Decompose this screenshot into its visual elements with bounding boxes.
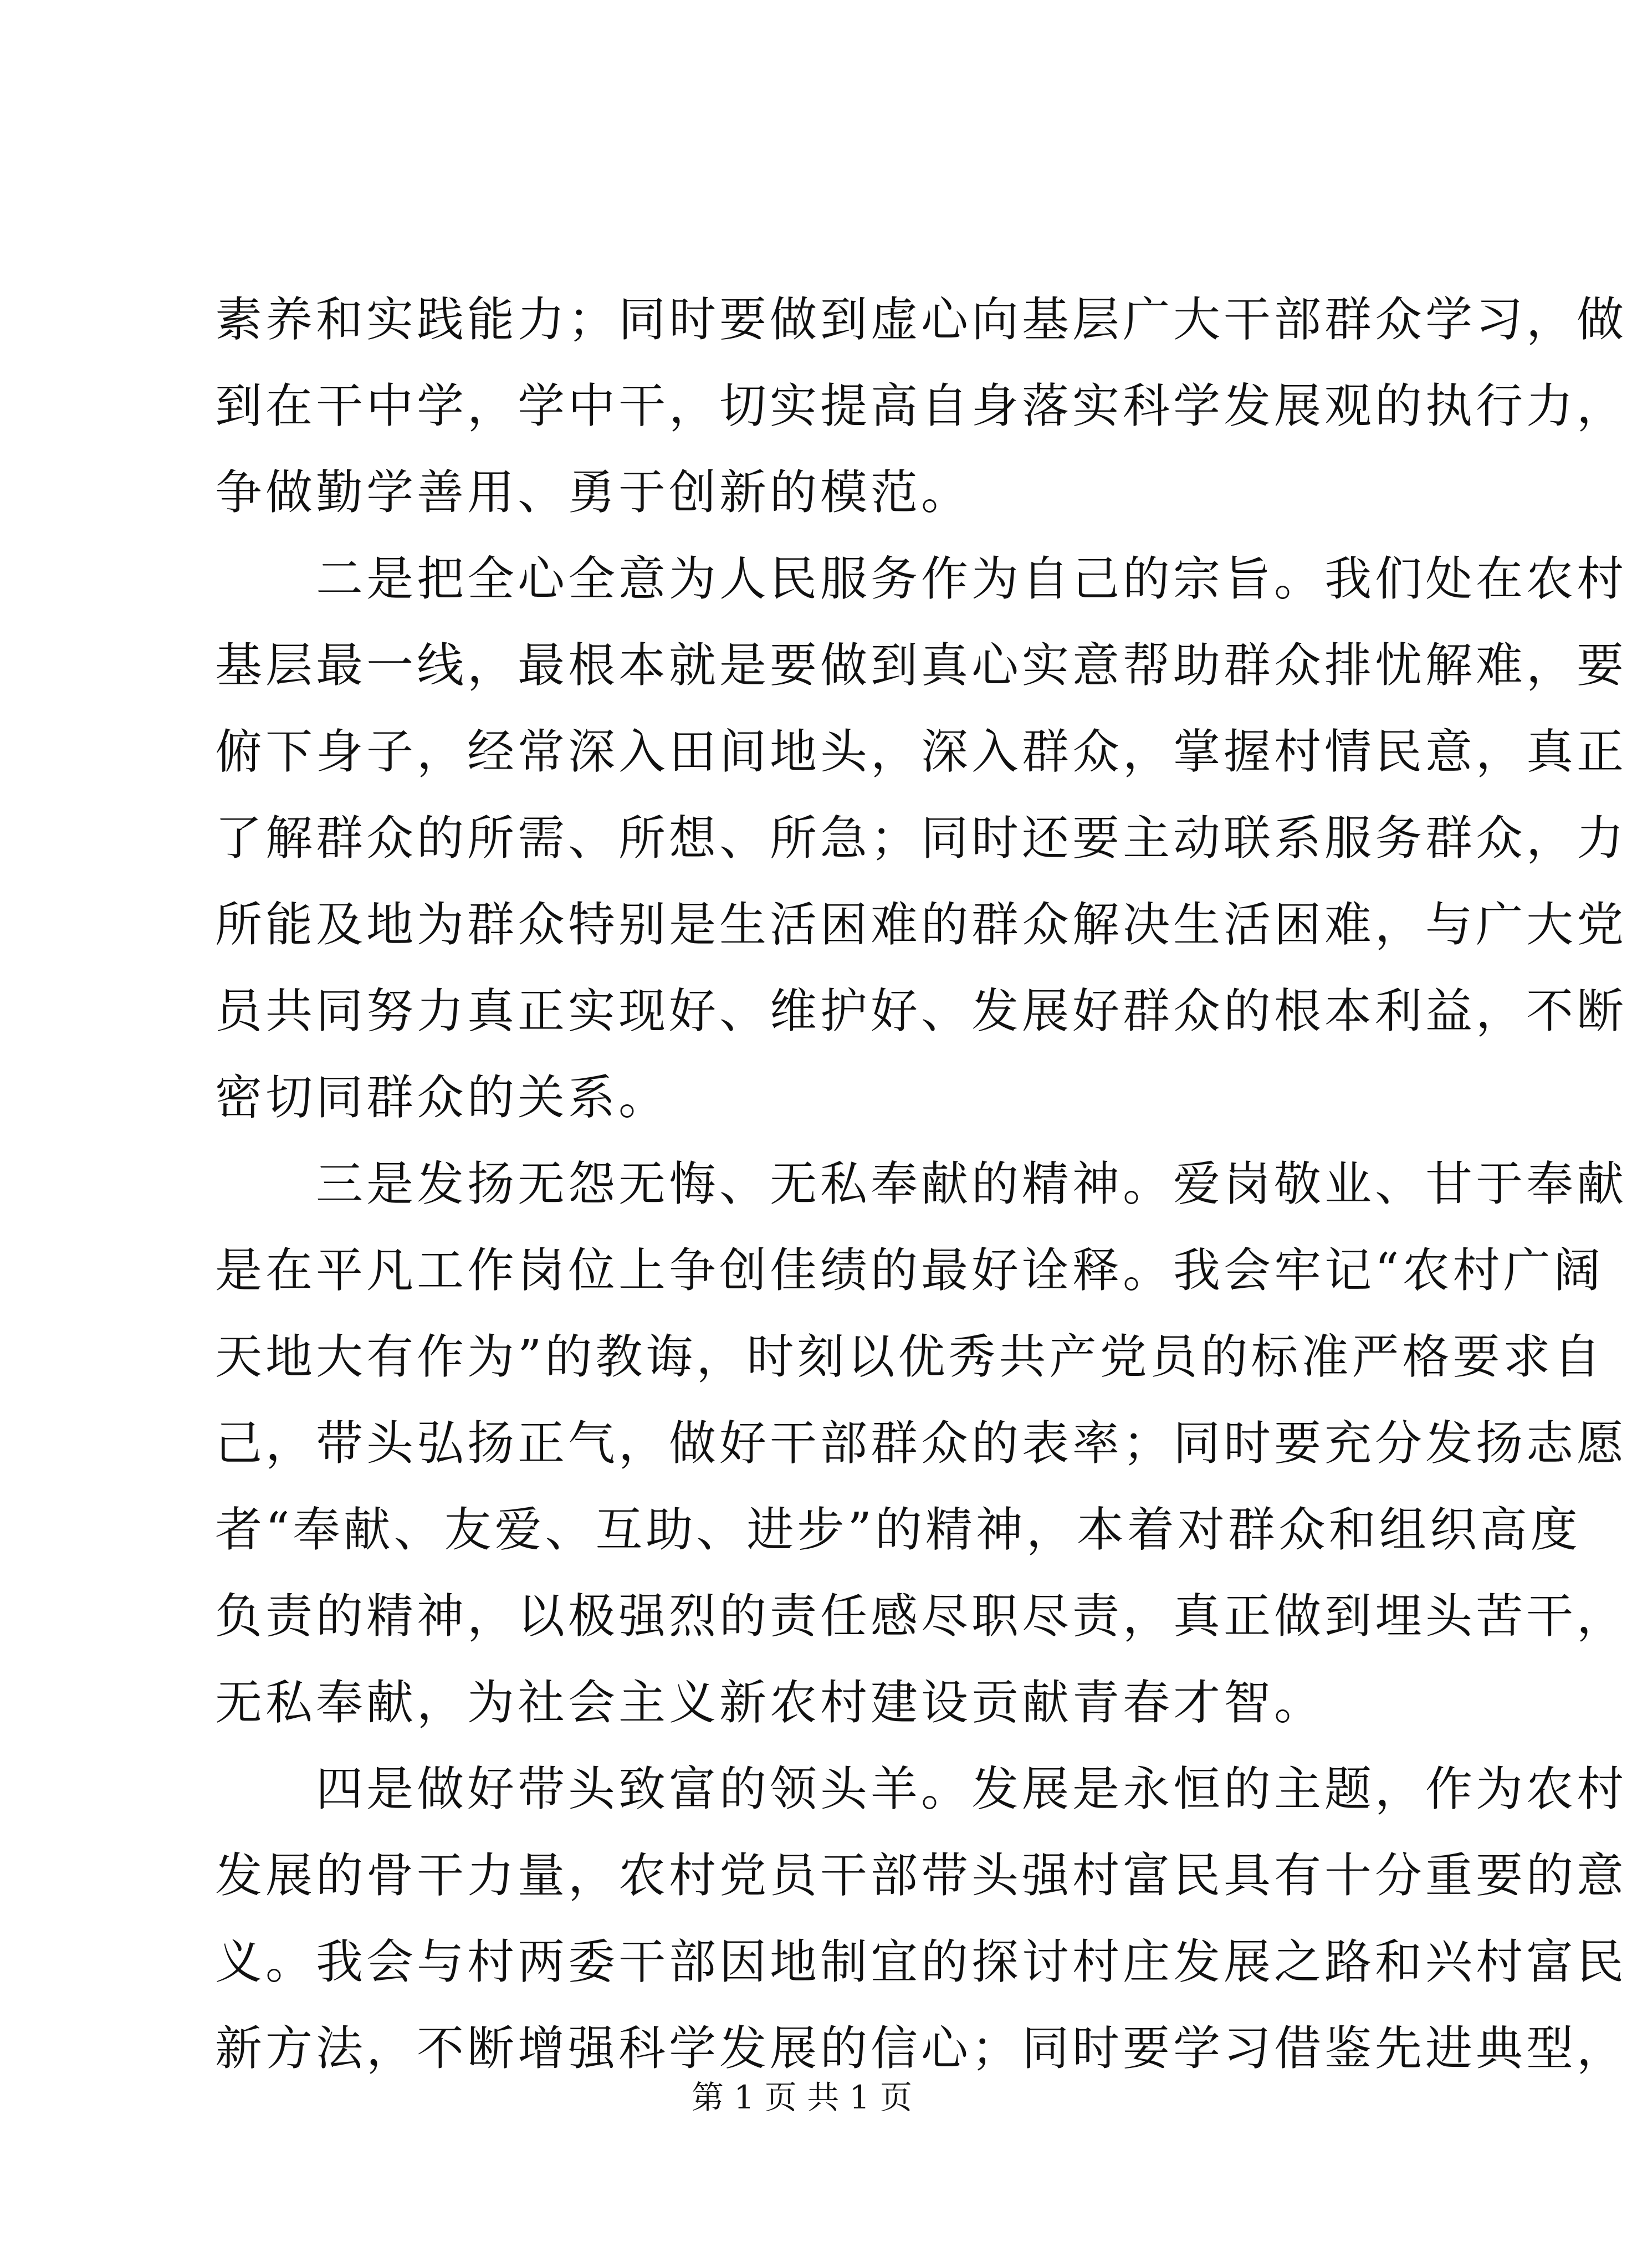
- text-line: 基层最一线，最根本就是要做到真心实意帮助群众排忧解难，要: [215, 638, 1627, 693]
- text-line: 义。我会与村两委干部因地制宜的探讨村庄发展之路和兴村富民: [215, 1935, 1627, 1990]
- text-line: 是在平凡工作岗位上争创佳绩的最好诠释。我会牢记“农村广阔: [215, 1243, 1604, 1298]
- document-body: [215, 277, 1627, 2092]
- text-line: 所能及地为群众特别是生活困难的群众解决生活困难，与广大党: [215, 898, 1627, 953]
- text-line: 者“奉献、友爱、互助、进步”的精神，本着对群众和组织高度: [215, 1503, 1581, 1558]
- text-line: 到在干中学，学中干，切实提高自身落实科学发展观的执行力，: [215, 379, 1627, 434]
- text-line: 四是做好带头致富的领头羊。发展是永恒的主题，作为农村: [316, 1762, 1627, 1817]
- text-line: 无私奉献，为社会主义新农村建设贡献青春才智。: [215, 1676, 1325, 1731]
- text-line: 素养和实践能力；同时要做到虚心向基层广大干部群众学习，做: [215, 293, 1627, 347]
- text-line: 员共同努力真正实现好、维护好、发展好群众的根本利益，不断: [215, 984, 1627, 1039]
- text-line: 负责的精神，以极强烈的责任感尽职尽责，真正做到埋头苦干，: [215, 1589, 1627, 1644]
- text-line: 天地大有作为”的教诲，时刻以优秀共产党员的标准严格要求自: [215, 1330, 1604, 1385]
- text-line: 俯下身子，经常深入田间地头，深入群众，掌握村情民意，真正: [215, 725, 1627, 780]
- text-line: 二是把全心全意为人民服务作为自己的宗旨。我们处在农村: [316, 552, 1627, 607]
- text-line: 三是发扬无怨无悔、无私奉献的精神。爱岗敬业、甘于奉献: [316, 1157, 1627, 1212]
- text-line: 己，带头弘扬正气，做好干部群众的表率；同时要充分发扬志愿: [215, 1416, 1627, 1471]
- text-line: 新方法，不断增强科学发展的信心；同时要学习借鉴先进典型，: [215, 2021, 1627, 2076]
- text-line: 争做勤学善用、勇于创新的模范。: [215, 465, 972, 520]
- page-footer: 第 1 页 共 1 页: [692, 2078, 912, 2116]
- text-line: 密切同群众的关系。: [215, 1071, 669, 1125]
- text-line: 发展的骨干力量，农村党员干部带头强村富民具有十分重要的意: [215, 1849, 1627, 1903]
- text-line: 了解群众的所需、所想、所急；同时还要主动联系服务群众，力: [215, 811, 1627, 866]
